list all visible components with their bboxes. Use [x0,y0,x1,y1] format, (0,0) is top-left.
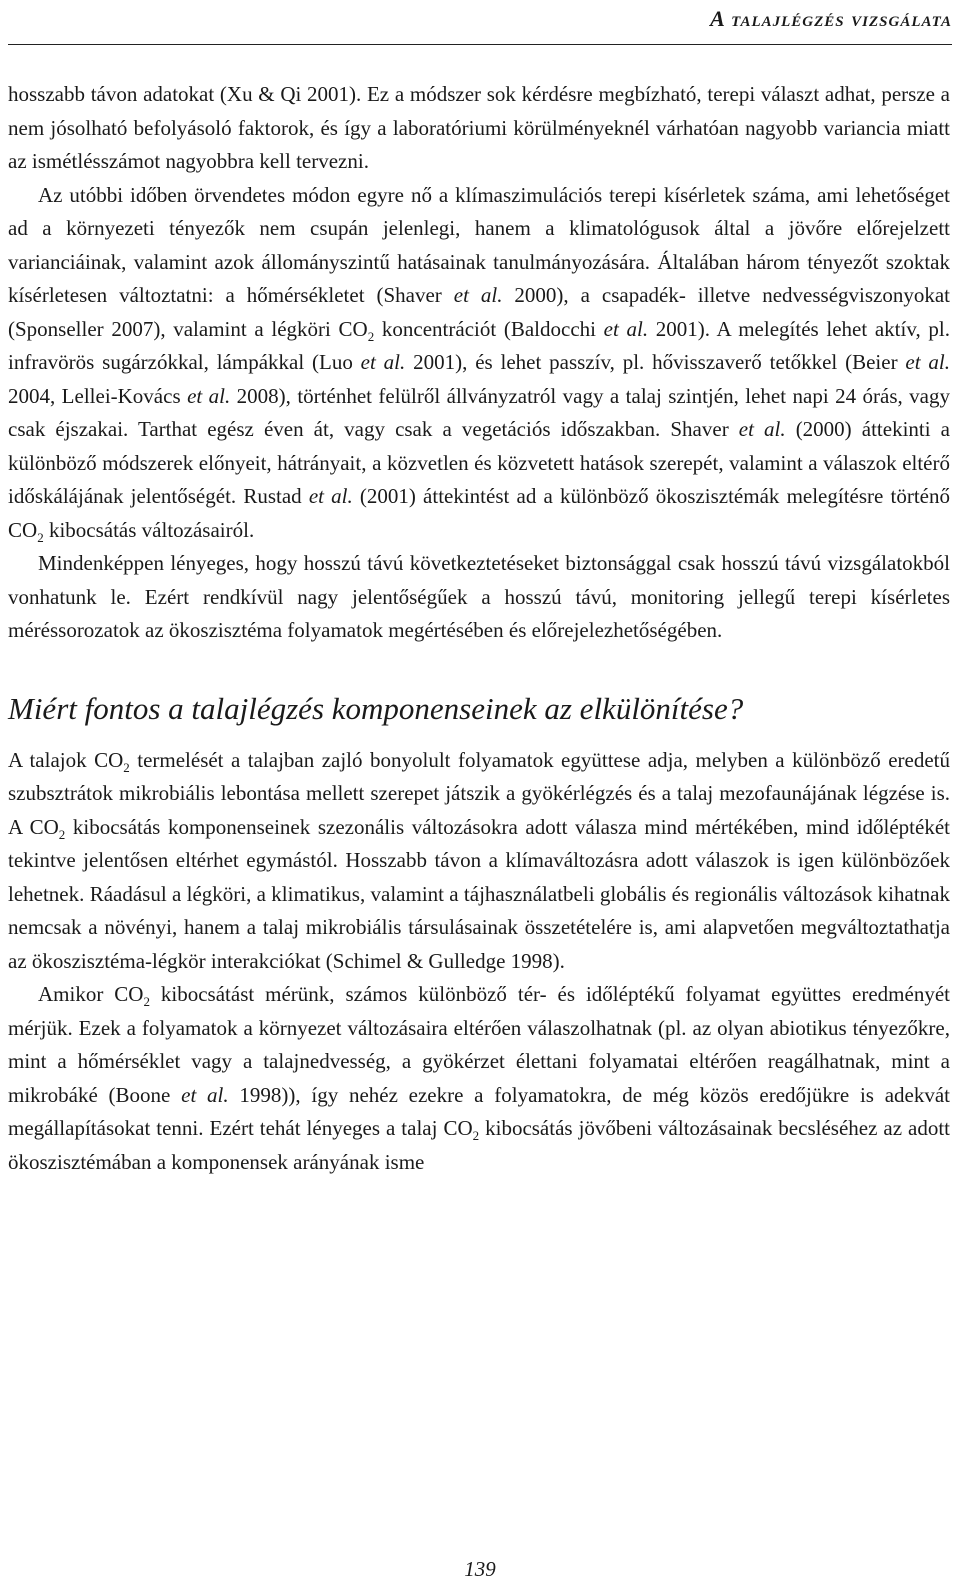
text-run: 2001), és lehet passzív, pl. hővisszaverő tetőkkel (Beier [405,350,906,374]
paragraph-section-1 [8,744,950,979]
text-run: (2000) áttekinti a különböző módszerek előnyeit, hátrányait, a közvetlen és közvetett hatások szerepét, valamint a válaszok eltérő időskálájának jelentőségét. Rustad [8,417,950,508]
section-heading: Miért fontos a talajlégzés komponenseinek az elkülönítése? [8,690,744,726]
text-run: termelését a talajban zajló bonyolult folyamatok együttese adja, melyben a különböző eredetű szubsztrátok mikrobiális lebontása mellett szerepet játszik a gyökérlégzés és a talaj mezofaunájának légzése is. A CO [8,747,950,839]
text-run: 2000), a csapadék- illetve nedvességviszonyokat (Sponseller 2007), valamint a légköri CO [8,283,950,341]
subscript: 2 [58,826,66,842]
italic-citation: et al. [308,484,353,508]
text-run: koncentrációt (Baldocchi [374,316,604,341]
text-run: Amikor CO [38,982,144,1006]
subscript: 2 [472,1128,480,1144]
text-run: Mindenképpen lényeges, hogy hosszú távú következtetéseket biztonsággal csak hosszú távú vizsgálatokból vonhatunk le. Ezért rendkívül nagy jelentőségűek a hosszú távú, monitoring jellegű terepi kísérletes méréssorozatok az ökoszisztéma folyamatok megértésében és előrejelezhetőségében. [8,551,950,642]
text-run: kibocsátás komponenseinek szezonális változásokra adott válasza mind mértékében, mind időléptékét tekintve jelentősen eltérhet egymástól. Hosszabb távon a klímaváltozásra adott válaszok is igen különbözőek lehetnek. Ráadásul a légköri, a klimatikus, valamint a tájhasználatbeli globális és regionális változások kihatnak nemcsak a növényi, hanem a talaj mikrobiális társulásainak összetételére is, ami alapvetően megváltoztathatja az ökoszisztéma-légkör interakciókat (Schimel & Gulledge 1998). [8,814,950,973]
text-run: A talajok CO [8,747,124,772]
paragraph-intro-2 [8,179,950,548]
running-header: A talajlégzés vizsgálata [710,6,952,31]
text-run: kibocsátás jövőbeni változásainak becsléséhez az adott ökoszisztémában a komponensek arányának isme [8,1116,950,1174]
text-run: 2004, Lellei-Kovács [8,383,188,408]
italic-citation: et al. [360,350,406,374]
text-run: Az utóbbi időben örvendetes módon egyre nő a klímaszimulációs terepi kísérletek száma, ami lehetőséget ad a környezeti tényezők nem csupán jelenlegi, hanem a klimatológusok által a jövőre előrejelzett varianciáinak, valamint azok állományszintű hatásainak tanulmányozására. Általában három tényezőt szoktak kísérletesen változtatni: a hőmérsékletet (Shaver [8,182,950,307]
text-run: 1998)), így nehéz ezekre a folyamatokra, de még közös eredőjükre is adekvát megállapításokat tenni. Ezért tehát lényeges a talaj CO [8,1082,951,1140]
italic-citation: et al. [453,283,503,307]
text-run: (2001) áttekintést ad a különböző ökoszisztémák melegítésre történő CO [8,484,950,542]
paragraph-intro-1 [8,78,950,179]
italic-citation: et al. [187,383,231,408]
subscript: 2 [367,328,375,344]
italic-citation: et al. [905,350,951,374]
body-text [8,78,950,1179]
text-run: kibocsátás változásairól. [43,517,255,542]
header-rule [8,44,952,45]
text-run: hosszabb távon adatokat (Xu & Qi 2001). Ez a módszer sok kérdésre megbízható, terepi választ adhat, persze a nem jósolható befolyásoló faktorok, és így a laboratóriumi körülményeknél várhatóan nagyobb variancia miatt az ismétlésszámot nagyobbra kell tervezni. [8,82,950,173]
paragraph-intro-3 [8,547,950,648]
paragraph-section-2 [8,978,950,1179]
italic-citation: et al. [738,417,786,441]
subscript: 2 [143,994,150,1010]
subscript: 2 [37,529,44,545]
text-run: 2008), történhet felülről állványzatról vagy a talaj szintjén, lehet napi 24 órás, vagy csak éjszakai. Tarthat egész éven át, vagy csak a vegetációs időszakban. Shaver [8,383,950,441]
page-number: 139 [464,1557,496,1581]
subscript: 2 [123,759,130,775]
italic-citation: et al. [181,1082,229,1107]
text-run: 2001). A melegítés lehet aktív, pl. infravörös sugárzókkal, lámpákkal (Luo [8,316,950,374]
italic-citation: et al. [603,316,649,341]
text-run: kibocsátást mérünk, számos különböző tér- és időléptékű folyamat együttes eredményét mérjük. Ezek a folyamatok a környezet változásaira eltérően válaszolhatnak (pl. az olyan abiotikus tényezőkre, mint a hőmérséklet vagy a talajnedvesség, a gyökérzet élettani folyamatai eltérően reagálhatnak, mint a mikrobáké (Boone [8,982,950,1107]
